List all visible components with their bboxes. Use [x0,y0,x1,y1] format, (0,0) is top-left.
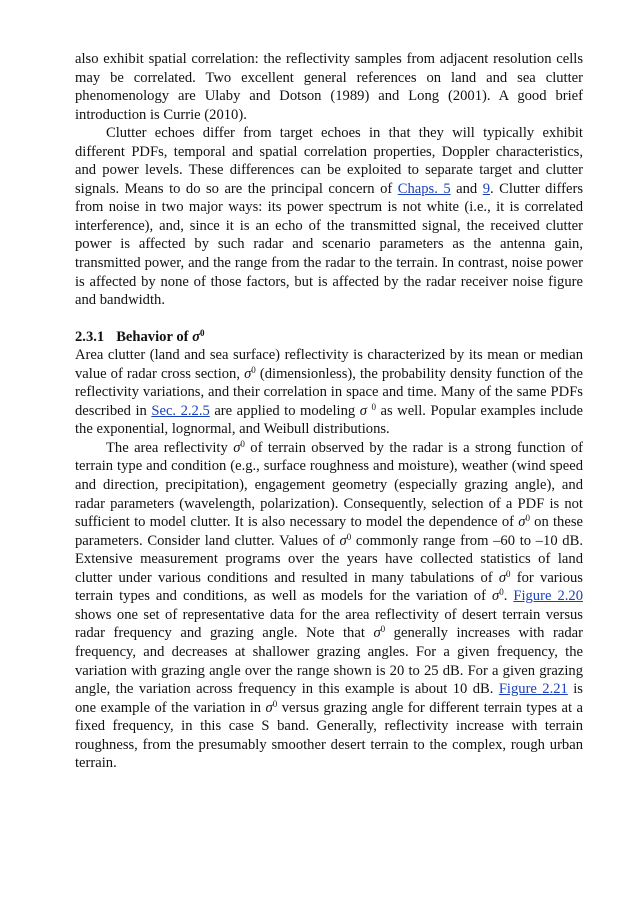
paragraph-2 [75,124,583,309]
chap-9-link[interactable]: 9 [482,180,491,197]
paragraph-4-text-e: for various terrain types and conditions, as well as models for the variation of [75,569,583,605]
section-number: 2.3.1 [75,328,105,345]
sigma-symbol: σ [359,402,367,419]
sigma-symbol: σ [518,514,526,531]
sigma-superscript: 0 [251,364,256,375]
paragraph-4-text-c: on these parameters. Consider land clutter. Values of [75,514,583,549]
sigma-superscript: 0 [525,513,530,524]
paragraph-3 [75,346,583,439]
sigma-superscript: 0 [272,698,278,709]
paragraph-4-text-i: is one example of the variation in [75,681,583,716]
paragraph-1-text: also exhibit spatial correlation: the reflectivity samples from adjacent resolution cells may be correlated. Two excellent general references on land and sea clutter phenomenology are Ulaby and Dotson (1989) and Long (2001). A good brief introduction is Currie (2010). [75,51,583,123]
sigma-symbol: σ [339,532,347,549]
figure-2-20-link[interactable]: Figure 2.20 [513,588,583,605]
paragraph-4-text-h: generally increases with radar frequency, and decreases at shallower grazing angles. For a given frequency, the variation with grazing angle over the range shown is 20 to 25 dB. For a given grazing angle, the variation across frequency in this example is about 10 dB. [75,625,583,698]
paragraph-2-text-b: and [450,180,483,197]
document-page [75,50,583,773]
section-sigma-superscript: 0 [200,327,205,338]
sigma-superscript: 0 [499,587,504,598]
chaps-5-link[interactable]: Chaps. 5 [397,180,451,197]
sigma-symbol: σ [233,439,241,456]
paragraph-3-text-a: Area clutter (land and sea surface) reflectivity is characterized by its mean or median value of radar cross section, [75,347,583,382]
paragraph-3-text-b: (dimensionless), the probability density function of the reflectivity variations, and their correlation in space and time. Many of the same PDFs described in [75,365,584,419]
section-sigma-symbol: σ [192,328,201,345]
paragraph-4-text-f: . [503,588,514,605]
paragraph-4 [75,439,583,773]
sigma-symbol: σ [491,588,500,605]
paragraph-4-text-g: shows one set of representative data for the area reflectivity of desert terrain versus radar frequency and grazing angle. Note that [75,606,583,642]
sigma-superscript: 0 [380,624,386,635]
sigma-superscript: 0 [371,401,376,412]
sigma-superscript: 0 [346,531,352,542]
paragraph-2-text-a: Clutter echoes differ from target echoes in that they will typically exhibit different PDFs, temporal and spatial correlation properties, Doppler characteristics, and power levels. These differences can be exploited to separate target and clutter signals. Means to do so are the principal concern of [75,125,583,197]
paragraph-2-text-c: . Clutter differs from noise in two major ways: its power spectrum is not white (i.e., it is correlated interference), and, since it is an echo of the transmitted signal, the received clutter power is affected by such radar and scenario parameters as the antenna gain, transmitted power, and the range from the radar to the terrain. In contrast, noise power is affected by none of those factors, but is affected by the radar receiver noise figure and bandwidth. [75,180,583,309]
paragraph-3-text-d: as well. Popular examples include the exponential, lognormal, and Weibull distributions. [75,402,583,438]
sigma-superscript: 0 [506,568,511,579]
sigma-symbol: σ [373,625,381,642]
paragraph-1 [75,50,583,124]
paragraph-4-text-d: commonly range from –60 to –10 dB. Extensive measurement programs over the years have collected statistics of land clutter under various conditions and resulted in many tabulations of [75,532,583,586]
sigma-superscript: 0 [240,438,245,449]
sigma-symbol: σ [265,699,273,716]
section-title: Behavior of [116,328,193,345]
paragraph-4-text-b: of terrain observed by the radar is a strong function of terrain type and condition (e.g., surface roughness and moisture), weather (wind speed and direction, precipitation), engagement geometry (especially grazing angle), and radar parameters (wavelength, polarization). Consequently, selection of a PDF is not sufficient to model clutter. It is also necessary to model the dependence of [75,439,583,531]
paragraph-4-text-j: versus grazing angle for different terrain types at a fixed frequency, in this case S band. Generally, reflectivity increase with terrain roughness, from the presumably smoother desert terrain to the complex, rough urban terrain. [75,699,583,772]
paragraph-3-text-c: are applied to modeling [209,402,360,419]
sigma-symbol: σ [498,569,507,586]
sigma-symbol: σ [244,365,252,382]
sec-2-2-5-link[interactable]: Sec. 2.2.5 [151,402,210,419]
figure-2-21-link[interactable]: Figure 2.21 [498,681,568,698]
paragraph-4-text-a: The area reflectivity [106,439,234,456]
section-heading [75,328,583,347]
